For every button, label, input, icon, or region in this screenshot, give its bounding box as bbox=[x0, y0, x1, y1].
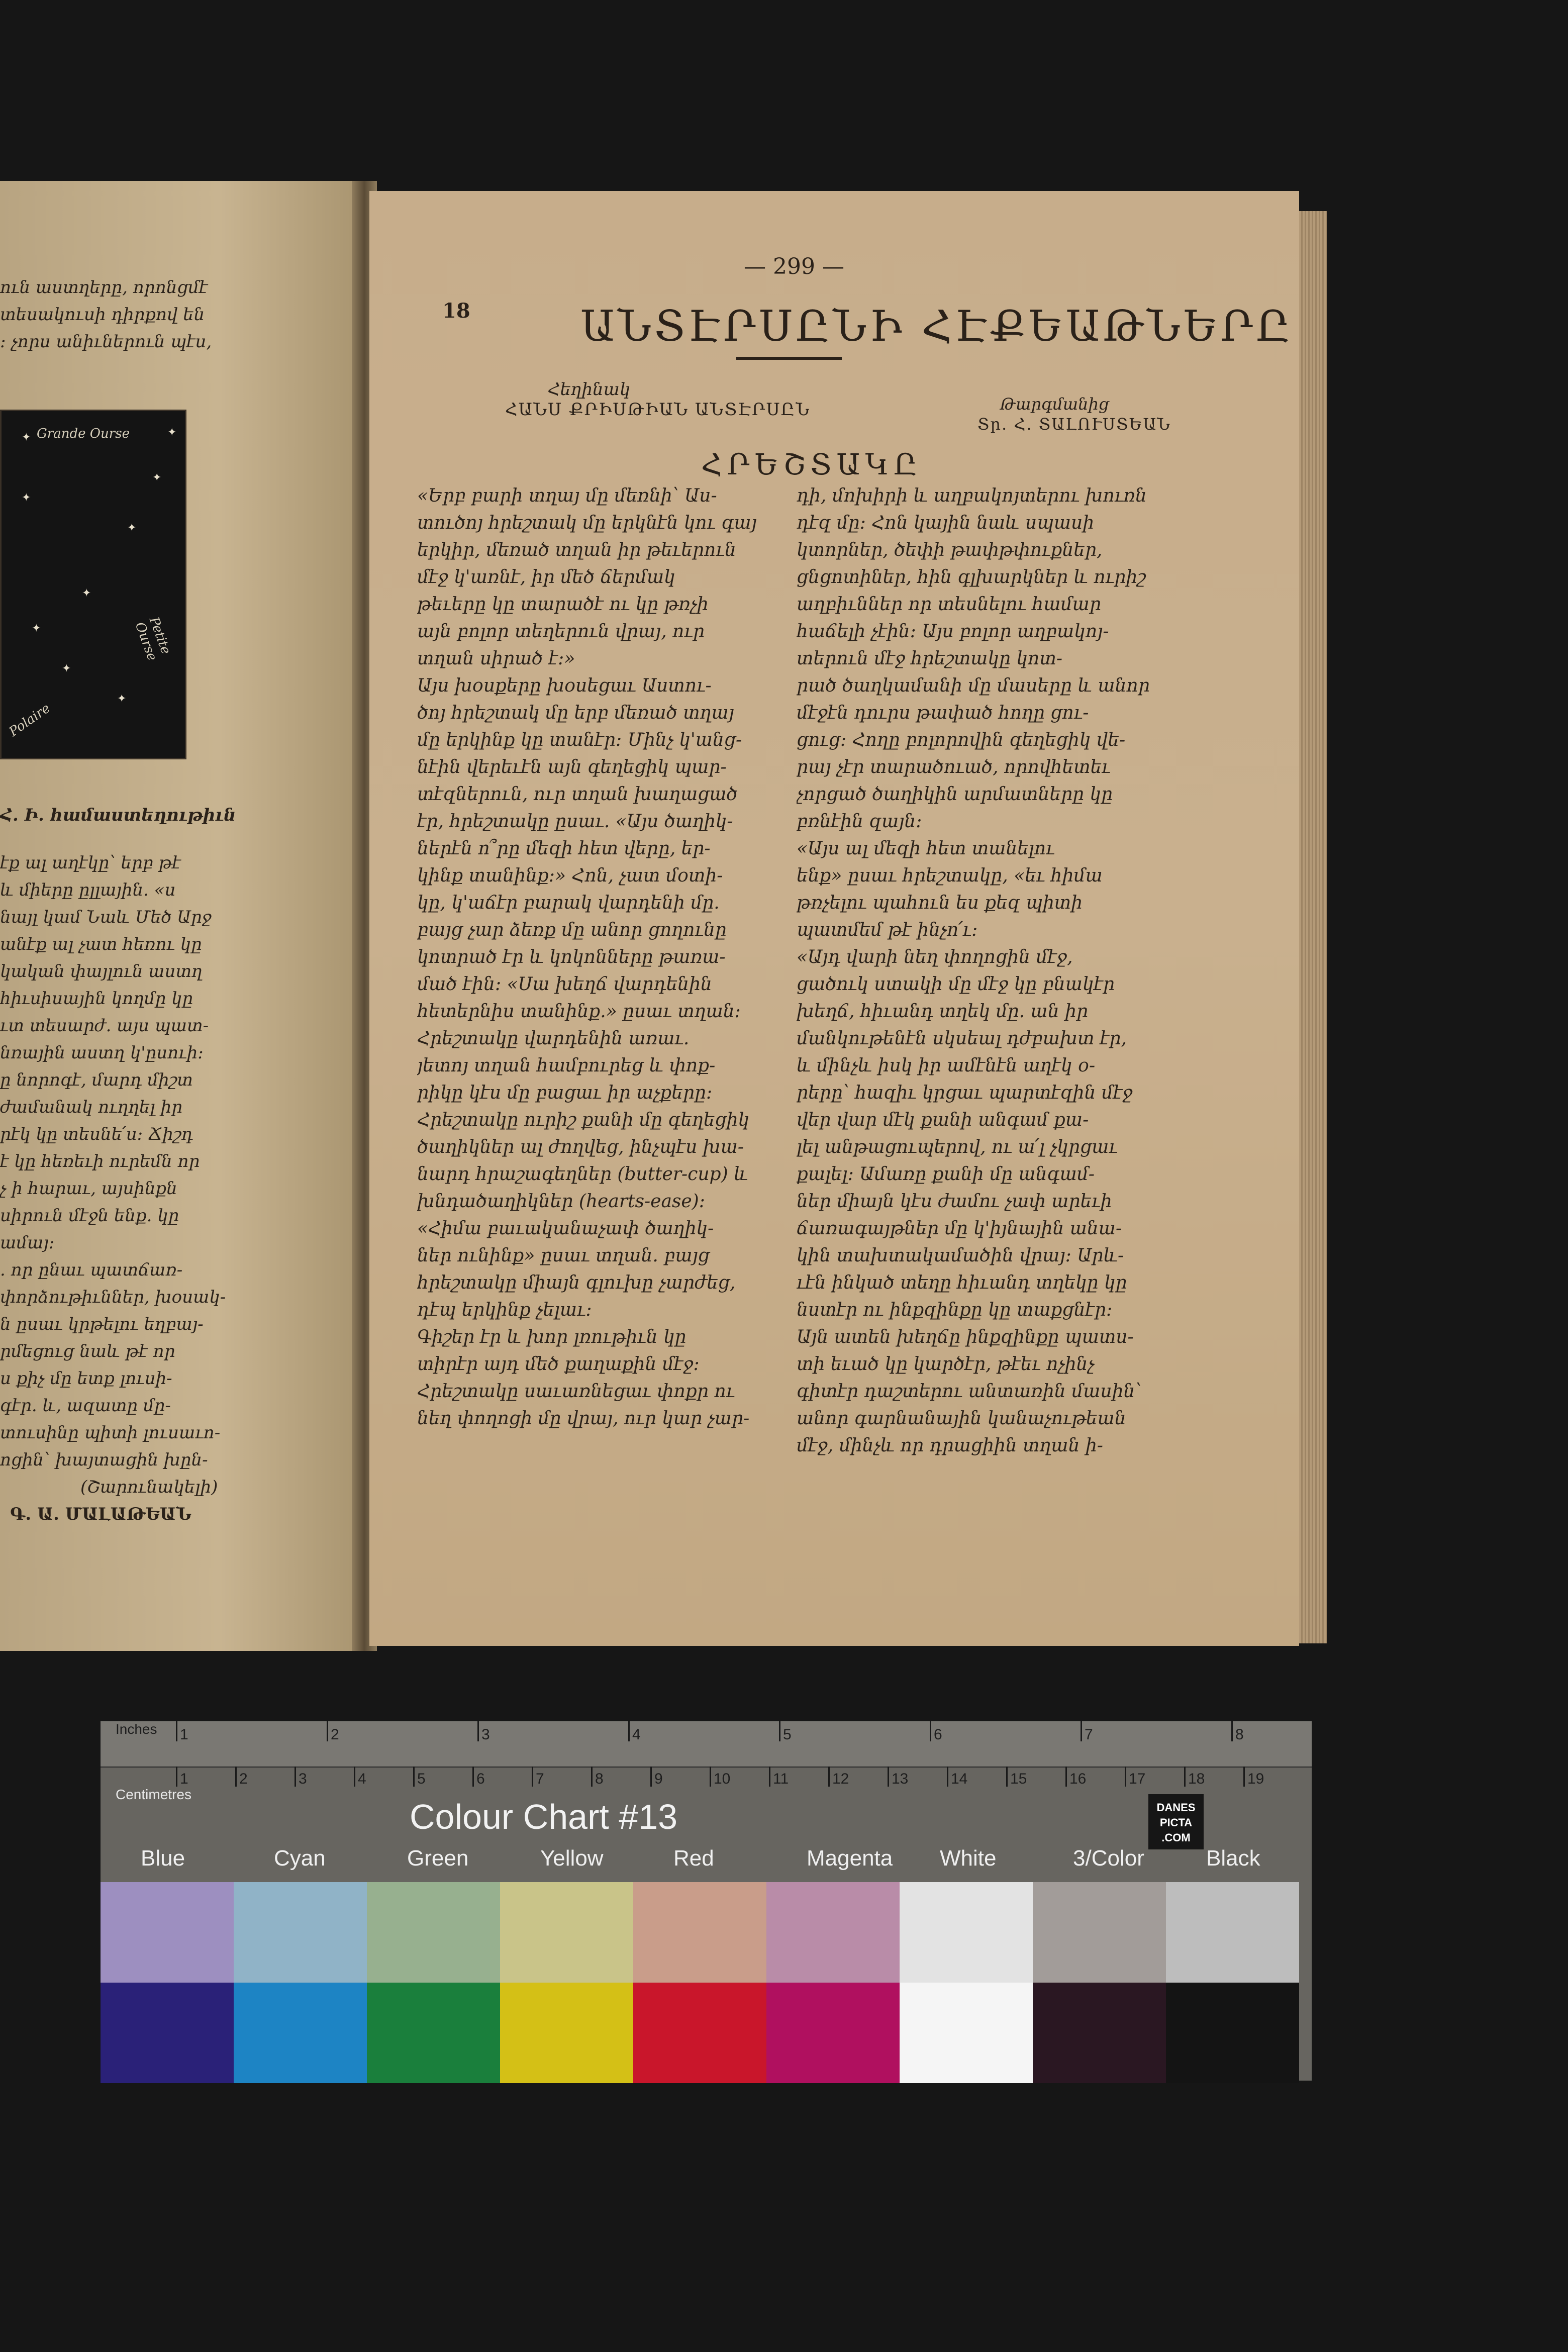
left-page bbox=[0, 181, 364, 1651]
text-line: նէին վերեւէն այն գեղեցիկ պար- bbox=[417, 757, 727, 777]
swatch-label: Black bbox=[1206, 1846, 1260, 1871]
text-line: հետերնիս տանինք.» ըսաւ տղան։ bbox=[417, 1001, 741, 1022]
cm-number: 14 bbox=[951, 1771, 968, 1787]
ruler-tick bbox=[327, 1721, 328, 1741]
text-line: «Երբ բարի տղայ մը մեռնի՝ Աս- bbox=[417, 485, 717, 506]
inch-number: 5 bbox=[783, 1726, 792, 1743]
page-number: — 299 — bbox=[744, 254, 844, 279]
text-column-right bbox=[797, 482, 1158, 1459]
colour-swatch bbox=[500, 1882, 633, 1983]
text-line: Այն ատեն խեղճը ինքզինքը պատս- bbox=[797, 1327, 1134, 1347]
swatch-label: Yellow bbox=[540, 1846, 604, 1871]
star-icon: ✦ bbox=[167, 426, 177, 439]
text-line: կական փայլուն աստղ bbox=[0, 961, 203, 982]
ruler-tick bbox=[295, 1767, 296, 1787]
text-line: տի եւած կը կարծէր, թէեւ ոչինչ bbox=[797, 1354, 1095, 1375]
star-map-figure bbox=[0, 410, 186, 759]
inch-number: 1 bbox=[180, 1726, 188, 1743]
cm-number: 10 bbox=[714, 1771, 731, 1787]
cm-number: 11 bbox=[773, 1771, 789, 1787]
colour-swatch bbox=[900, 1882, 1033, 1983]
map-label: Polaire bbox=[6, 701, 53, 740]
map-label: Grande Ourse bbox=[37, 426, 130, 441]
text-line: գէր. և, ազատը մը- bbox=[0, 1396, 171, 1416]
text-line: վեր վար մէկ քանի անգամ քա- bbox=[797, 1110, 1089, 1130]
author-name: ՀԱՆՍ ՔՐԻՍԹԻԱՆ ԱՆՏԷՐՍԸՆ bbox=[505, 400, 811, 420]
colour-swatch bbox=[500, 1983, 633, 2083]
inch-number: 3 bbox=[481, 1726, 490, 1743]
text-line: մած էին։ «Սա խեղճ վարդենին bbox=[417, 974, 712, 995]
text-line: ւտ տեսարժ. այս պատ- bbox=[0, 1016, 209, 1036]
text-line: նարդ հրաշագեղներ (butter-cup) և bbox=[417, 1164, 748, 1185]
series-continued: (Շարունակելի) bbox=[80, 1477, 218, 1497]
cm-number: 17 bbox=[1129, 1771, 1146, 1787]
text-line: խնդածաղիկներ (hearts-ease)։ bbox=[417, 1191, 705, 1212]
text-line: նեղ փողոցի մը վրայ, ուր կար չար- bbox=[417, 1408, 750, 1429]
ruler-tick bbox=[828, 1767, 830, 1787]
colour-swatch bbox=[1166, 1983, 1299, 2083]
text-line: հրեշտակը միայն գլուխը չարժեց, bbox=[417, 1272, 736, 1293]
cm-number: 1 bbox=[180, 1771, 188, 1787]
text-line: երկիր, մեռած տղան իր թեւերուն bbox=[417, 540, 736, 560]
text-line: և մինչև իսկ իր ամէնէն աղէկ օ- bbox=[797, 1055, 1096, 1076]
text-line: րիկը կէս մը բացաւ իր աչքերը։ bbox=[417, 1083, 713, 1103]
open-book bbox=[0, 181, 1327, 1653]
text-line: թռչելու պահուն ես քեզ պիտի bbox=[797, 893, 1083, 913]
author-label: Հեղինակ bbox=[548, 379, 631, 400]
inch-number: 6 bbox=[934, 1726, 942, 1743]
colour-swatch bbox=[633, 1882, 766, 1983]
colour-swatch bbox=[766, 1882, 900, 1983]
text-line: ծոյ հրեշտակ մը երբ մեռած տղայ bbox=[417, 703, 734, 723]
cm-number: 18 bbox=[1188, 1771, 1205, 1787]
text-line: անէք ալ չատ հեռու կը bbox=[0, 934, 202, 954]
ruler-tick bbox=[1125, 1767, 1126, 1787]
inch-number: 2 bbox=[331, 1726, 339, 1743]
ruler-tick bbox=[628, 1721, 630, 1741]
translator-label: Թարգմանից bbox=[1000, 395, 1109, 414]
text-line: Հրեշտակը սաւառնեցաւ փոքր ու bbox=[417, 1381, 735, 1402]
star-icon: ✦ bbox=[22, 431, 31, 444]
left-page-text-top bbox=[0, 274, 236, 355]
text-line: Այս խօսքերը խօսեցաւ Աստու- bbox=[417, 675, 712, 696]
text-line: դի, մոխիրի և աղբակոյտերու խուռն bbox=[797, 485, 1147, 506]
text-line: մանկութենէն սկսեալ դժբախտ էր, bbox=[797, 1028, 1127, 1049]
ruler-tick bbox=[1081, 1721, 1082, 1741]
article-title: ԱՆՏԷՐՍԸՆԻ ՀԷՔԵԱԹՆԵՐԸ bbox=[580, 302, 1294, 351]
ruler-tick bbox=[930, 1721, 931, 1741]
cm-scale bbox=[101, 1767, 1312, 1797]
ruler-tick bbox=[472, 1767, 474, 1787]
colour-swatch bbox=[1166, 1882, 1299, 1983]
cm-number: 4 bbox=[358, 1771, 366, 1787]
text-line: տուծոյ հրեշտակ մը երկնէն կու գայ bbox=[417, 513, 757, 533]
cm-number: 8 bbox=[595, 1771, 604, 1787]
inches-label: Inches bbox=[116, 1721, 157, 1737]
inch-number: 7 bbox=[1085, 1726, 1093, 1743]
chart-title: Colour Chart #13 bbox=[410, 1797, 678, 1836]
ruler-tick bbox=[477, 1721, 479, 1741]
danes-picta-logo: DANES PICTA .COM bbox=[1148, 1794, 1204, 1849]
text-line: . որ ընաւ պատճառ- bbox=[0, 1260, 183, 1280]
left-page-caption bbox=[0, 802, 236, 829]
text-line: Հրեշտակը վարդենին առաւ. bbox=[417, 1028, 690, 1049]
text-line: կը, կ'աճէր բարակ վարդենի մը. bbox=[417, 893, 720, 913]
ruler-tick bbox=[1065, 1767, 1067, 1787]
text-line: կոտրած էր և կոկոնները թառա- bbox=[417, 947, 726, 967]
swatch-label: White bbox=[940, 1846, 997, 1871]
star-icon: ✦ bbox=[82, 587, 91, 600]
text-line: ուն աստղերը, որոնցմէ bbox=[0, 277, 208, 298]
text-line: «Այդ վարի նեղ փողոցին մէջ, bbox=[797, 947, 1073, 967]
cm-number: 15 bbox=[1010, 1771, 1027, 1787]
figure-caption: Հ. Ի. համաստեղութիւն bbox=[0, 805, 236, 825]
text-line: աղբիւններ որ տեսնելու համար bbox=[797, 594, 1102, 615]
text-line: հաճելի չէին։ Այս բոլոր աղբակոյ- bbox=[797, 621, 1109, 642]
cm-number: 12 bbox=[832, 1771, 849, 1787]
text-line: այն բոլոր տեղերուն վրայ, ուր bbox=[417, 621, 705, 642]
text-line: խեղճ, հիւանդ տղեկ մը. ան իր bbox=[797, 1001, 1089, 1022]
text-line: լել անթացուպերով, ու ա՛լ չկրցաւ bbox=[797, 1137, 1118, 1157]
text-line: դէպ երկինք չելաւ։ bbox=[417, 1300, 592, 1320]
text-line: րերը՝ հազիւ կրցաւ պարտէզին մէջ bbox=[797, 1083, 1133, 1103]
swatch-label: Magenta bbox=[807, 1846, 893, 1871]
text-line: Հրեշտակը ուրիշ քանի մը գեղեցիկ bbox=[417, 1110, 750, 1130]
colour-swatch bbox=[367, 1983, 500, 2083]
text-line: նայլ կամ Նաև Մեծ Արջ bbox=[0, 907, 212, 927]
colour-swatch bbox=[633, 1983, 766, 2083]
article-signature: Գ. Ա. ՄԱԼԱԹԵԱՆ bbox=[10, 1504, 191, 1524]
text-line: ճառագայթներ մը կ'իյնային անա- bbox=[797, 1218, 1122, 1239]
text-line: հիւսիսային կողմը կը bbox=[0, 989, 193, 1009]
text-line: կին տախտակամածին վրայ։ Արև- bbox=[797, 1245, 1124, 1266]
text-line: յետոյ տղան համբուրեց և փոք- bbox=[417, 1055, 716, 1076]
text-line: տուսինը պիտի լուսաւո- bbox=[0, 1423, 221, 1443]
text-line: անոր գարնանային կանաչութեան bbox=[797, 1408, 1126, 1429]
text-line: կինք տանինք։» Հոն, չատ մօտի- bbox=[417, 865, 723, 886]
text-line: ը նորոգէ, մարդ միշտ bbox=[0, 1070, 193, 1090]
ruler-tick bbox=[1184, 1767, 1186, 1787]
title-underline bbox=[736, 357, 842, 360]
text-line: էք ալ աղէկը՝ երբ թէ bbox=[0, 853, 181, 873]
text-line: րած ծաղկամանի մը մասերը և անոր bbox=[797, 675, 1150, 696]
text-line: ծաղիկներ ալ ժողվեց, ինչպէս խա- bbox=[417, 1137, 744, 1157]
text-line: փորձութիւններ, խօսակ- bbox=[0, 1287, 226, 1307]
text-line: քալել։ Ամառը քանի մը անգամ- bbox=[797, 1164, 1095, 1185]
colour-swatch bbox=[234, 1882, 367, 1983]
text-line: ս քիչ մը ետք լուսի- bbox=[0, 1368, 172, 1389]
text-line: թեւերը կը տարածէ ու կը թռչի bbox=[417, 594, 709, 615]
swatch-label: Blue bbox=[141, 1846, 185, 1871]
cm-number: 13 bbox=[892, 1771, 909, 1787]
star-icon: ✦ bbox=[117, 693, 127, 705]
colour-swatch bbox=[1033, 1882, 1166, 1983]
ruler-tick bbox=[176, 1721, 177, 1741]
text-line: րէկ կը տեսնե՛ս։ Ճիշդ bbox=[0, 1124, 193, 1144]
ruler-tick bbox=[1243, 1767, 1245, 1787]
ruler-tick bbox=[888, 1767, 889, 1787]
cm-number: 2 bbox=[239, 1771, 248, 1787]
colour-swatch bbox=[234, 1983, 367, 2083]
text-line: տղան սիրած է։» bbox=[417, 648, 575, 669]
text-line: ոցին՝ խայտացին խըն- bbox=[0, 1450, 208, 1470]
text-line: ամայ։ bbox=[0, 1233, 55, 1253]
text-line: դէզ մը։ Հոն կային նաև սպասի bbox=[797, 513, 1095, 533]
inch-number: 4 bbox=[632, 1726, 641, 1743]
text-line: գիտէր դաշտերու անտառին մասին՝ bbox=[797, 1381, 1142, 1402]
text-line: չորցած ծաղիկին արմատները կը bbox=[797, 784, 1113, 805]
cm-number: 6 bbox=[476, 1771, 485, 1787]
cm-number: 7 bbox=[536, 1771, 544, 1787]
ruler-tick bbox=[1006, 1767, 1008, 1787]
text-line: պատմեմ թէ ինչո՛ւ։ bbox=[797, 920, 978, 940]
ruler-tick bbox=[650, 1767, 652, 1787]
inch-number: 8 bbox=[1235, 1726, 1244, 1743]
cm-number: 19 bbox=[1247, 1771, 1264, 1787]
text-line: ներ միայն կէս ժամու չափ արեւի bbox=[797, 1191, 1112, 1212]
cm-number: 9 bbox=[654, 1771, 663, 1787]
text-column-left bbox=[417, 482, 779, 1432]
text-line: էր, հրեշտակը ըսաւ. «Այս ծաղիկ- bbox=[417, 811, 733, 832]
text-line: մը երկինք կը տանէր։ Մինչ կ'անց- bbox=[417, 730, 742, 750]
ruler-tick bbox=[354, 1767, 355, 1787]
star-icon: ✦ bbox=[32, 622, 41, 635]
star-icon: ✦ bbox=[22, 492, 31, 504]
ruler-tick bbox=[769, 1767, 770, 1787]
colour-chart bbox=[101, 1721, 1312, 2081]
text-line: է կը հեռեւի ուրեմն որ bbox=[0, 1151, 200, 1171]
text-line: ցուց։ Հողը բոլորովին գեղեցիկ վե- bbox=[797, 730, 1126, 750]
text-line: մէջէն դուրս թափած հողը ցու- bbox=[797, 703, 1089, 723]
map-label: Petite Ourse bbox=[132, 615, 174, 663]
text-line: ներէն ո՞րը մեզի հետ վերը, եր- bbox=[417, 838, 711, 859]
text-line: րմեցուց նաև թէ որ bbox=[0, 1341, 175, 1361]
ruler-tick bbox=[779, 1721, 780, 1741]
cm-number: 5 bbox=[417, 1771, 426, 1787]
translator-name: Տր. Հ. ՏԱԼՈՒՍՏԵԱՆ bbox=[977, 415, 1171, 434]
ruler-tick bbox=[532, 1767, 533, 1787]
text-line: ։ չորս անիւներուն պէս, bbox=[0, 332, 212, 352]
text-line: նռային աստղ կ'ըսուի։ bbox=[0, 1043, 204, 1063]
swatch-label: Red bbox=[673, 1846, 714, 1871]
text-line: սիրուն մէջն ենք. կը bbox=[0, 1206, 179, 1226]
star-icon: ✦ bbox=[62, 662, 71, 675]
text-line: ներ ունինք» ըսաւ տղան. բայց bbox=[417, 1245, 710, 1266]
ruler-tick bbox=[235, 1767, 237, 1787]
text-line: ենք» ըսաւ հրեշտակը, «եւ հիմա bbox=[797, 865, 1103, 886]
text-line: մէջ կ'առնէ, իր մեծ ճերմակ bbox=[417, 567, 675, 587]
chapter-subtitle: ՀՐԵՇՏԱԿԸ bbox=[701, 447, 923, 481]
text-line: ն ըսաւ կրթելու եղբայ- bbox=[0, 1314, 204, 1334]
ruler-tick bbox=[710, 1767, 711, 1787]
text-line: ւէն ինկած տեղը հիւանդ տղեկը կը bbox=[797, 1272, 1127, 1293]
ruler-tick bbox=[947, 1767, 948, 1787]
text-line: ժամանակ ուղղել իր bbox=[0, 1097, 182, 1117]
colour-swatch bbox=[101, 1983, 234, 2083]
ruler-tick bbox=[591, 1767, 593, 1787]
text-line: տիրէր այդ մեծ քաղաքին մէջ։ bbox=[417, 1354, 700, 1375]
colour-swatch bbox=[367, 1882, 500, 1983]
colour-swatch bbox=[766, 1983, 900, 2083]
text-line: և միերը ըլլային. «ս bbox=[0, 880, 176, 900]
text-line: կտորներ, ծեփի թափթփուքներ, bbox=[797, 540, 1103, 560]
text-line: տէզներուն, ուր տղան խաղացած bbox=[417, 784, 738, 805]
colour-swatch bbox=[1033, 1983, 1166, 2083]
text-line: ցածուկ ստակի մը մէջ կը բնակէր bbox=[797, 974, 1115, 995]
text-line: Գիշեր էր և խոր լռութիւն կը bbox=[417, 1327, 687, 1347]
ruler-tick bbox=[413, 1767, 415, 1787]
left-page-text bbox=[0, 849, 236, 1528]
text-line: բայց չար ձեռք մը անոր ցողունը bbox=[417, 920, 727, 940]
star-icon: ✦ bbox=[127, 522, 137, 534]
text-line: րայ չէր տարածուած, որովհետեւ bbox=[797, 757, 1111, 777]
swatch-label: Cyan bbox=[274, 1846, 326, 1871]
text-line: ցնցոտիներ, հին գլխարկներ և ուրիշ bbox=[797, 567, 1146, 587]
colour-swatch bbox=[900, 1983, 1033, 2083]
cm-number: 16 bbox=[1069, 1771, 1087, 1787]
text-line: նստէր ու ինքզինքը կը տաքցնէր։ bbox=[797, 1300, 1113, 1320]
text-line: տեսակուսի դիրքով են bbox=[0, 305, 205, 325]
cm-number: 3 bbox=[299, 1771, 307, 1787]
text-line: չ ի հարաւ, այսինքն bbox=[0, 1179, 177, 1199]
page-edges bbox=[1299, 211, 1327, 1643]
ruler-tick bbox=[1231, 1721, 1233, 1741]
right-page bbox=[369, 191, 1299, 1646]
star-icon: ✦ bbox=[152, 471, 162, 484]
text-line: մէջ, մինչև որ դրացիին տղան ի- bbox=[797, 1435, 1103, 1456]
centimetres-label: Centimetres bbox=[116, 1787, 191, 1802]
text-line: բռնէին զայն։ bbox=[797, 811, 922, 832]
swatch-label: 3/Color bbox=[1073, 1846, 1144, 1871]
colour-swatch bbox=[101, 1882, 234, 1983]
text-line: «Այս ալ մեզի հետ տանելու bbox=[797, 838, 1055, 859]
text-line: «Հիմա բաւականաչափ ծաղիկ- bbox=[417, 1218, 714, 1239]
section-number: 18 bbox=[442, 299, 470, 323]
swatch-label: Green bbox=[407, 1846, 469, 1871]
ruler-tick bbox=[176, 1767, 177, 1787]
text-line: տերուն մէջ հրեշտակը կոտ- bbox=[797, 648, 1062, 669]
